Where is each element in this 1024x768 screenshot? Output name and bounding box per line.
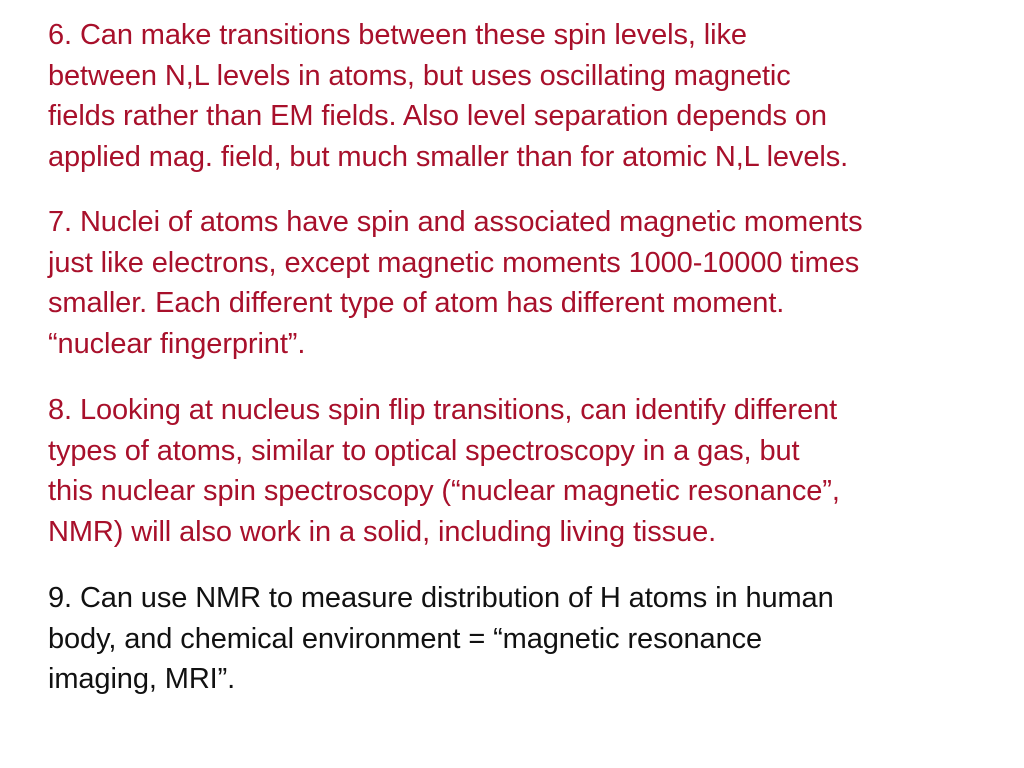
point-8-line-4: NMR) will also work in a solid, including living tissue. xyxy=(48,515,717,548)
point-8-paragraph xyxy=(48,390,840,552)
point-6-line-3: fields rather than EM fields. Also level separation depends on xyxy=(48,100,827,132)
point-7-paragraph xyxy=(48,202,862,364)
point-6-line-2: between N,L levels in atoms, but uses oscillating magnetic xyxy=(48,59,791,92)
point-6-line-4: applied mag. field, but much smaller than for atomic N,L levels. xyxy=(48,140,849,173)
point-6-paragraph xyxy=(48,15,848,177)
point-7-line-3: smaller. Each different type of atom has different moment. xyxy=(48,287,785,319)
point-8-line-3: this nuclear spin spectroscopy (“nuclear magnetic resonance”, xyxy=(48,475,840,507)
point-8-line-2: types of atoms, similar to optical spectroscopy in a gas, but xyxy=(48,434,800,467)
point-9-paragraph xyxy=(48,578,834,700)
point-9-line-1: 9. Can use NMR to measure distribution of H atoms in human xyxy=(48,582,834,614)
point-7-line-2: just like electrons, except magnetic moments 1000-10000 times xyxy=(48,246,860,279)
point-7-line-1: 7. Nuclei of atoms have spin and associated magnetic moments xyxy=(48,206,863,238)
point-8-line-1: 8. Looking at nucleus spin flip transitions, can identify different xyxy=(48,394,838,426)
point-6-line-1: 6. Can make transitions between these spin levels, like xyxy=(48,19,747,51)
point-7-line-4: “nuclear fingerprint”. xyxy=(48,327,306,360)
point-9-line-3: imaging, MRI”. xyxy=(48,663,236,695)
point-9-line-2: body, and chemical environment = “magnetic resonance xyxy=(48,622,763,655)
